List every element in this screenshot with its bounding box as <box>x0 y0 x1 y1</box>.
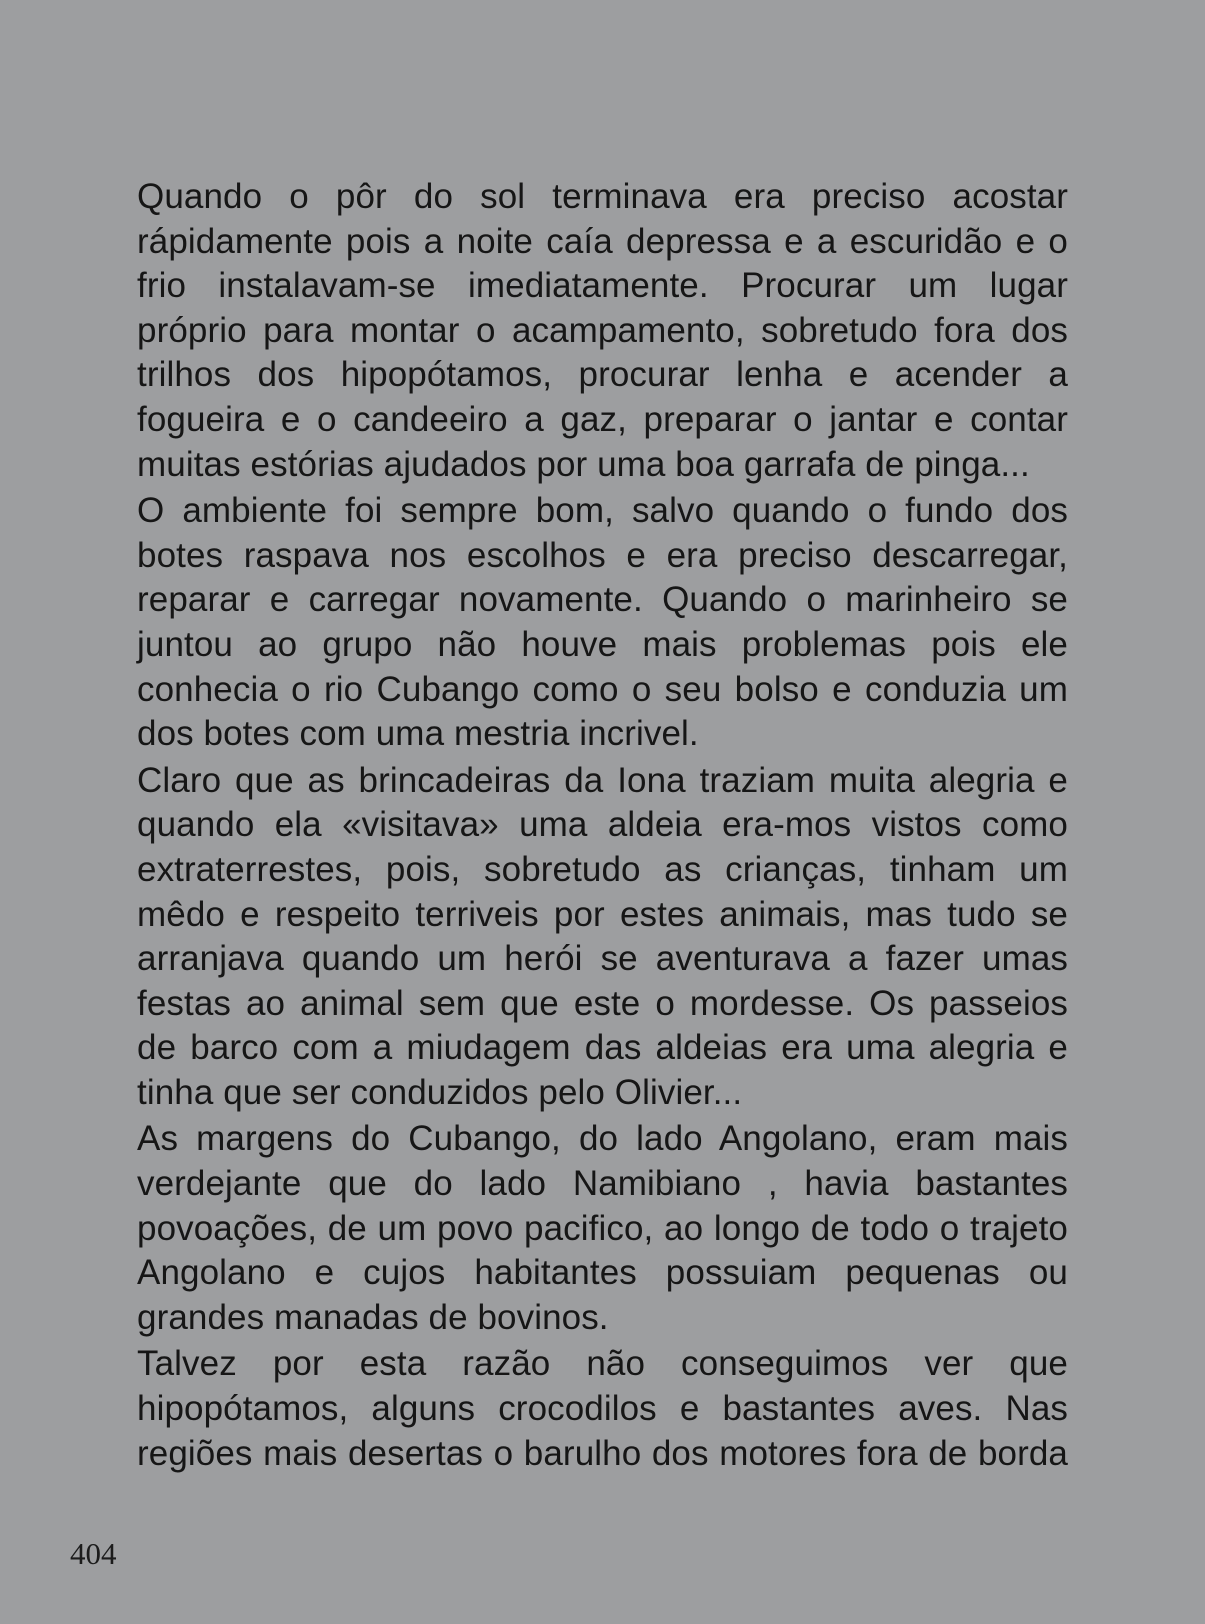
paragraph-1: Quando o pôr do sol terminava era preciso acostar rápidamente pois a noite caía depressa e a escuridão e o frio instalavam-se imediatamente. Procurar um lugar próprio para montar o acampamento, sobretudo fora dos trilhos dos hipopótamos, procurar lenha e acender a fogueira e o candeeiro a gaz, preparar o jantar e contar muitas estórias ajudados por uma boa garrafa de pinga... <box>137 177 1068 484</box>
body-text <box>137 175 1068 1476</box>
paragraph-4: As margens do Cubango, do lado Angolano, eram mais verdejante que do lado Namibiano , havia bastantes povoações, de um povo pacifico, ao longo de todo o trajeto Angolano e cujos habitantes possuiam pequenas ou grandes manadas de bovinos. <box>137 1119 1068 1337</box>
paragraph-3: Claro que as brincadeiras da Iona traziam muita alegria e quando ela «visitava» uma aldeia era-mos vistos como extraterrestes, pois, sobretudo as crianças, tinham um mêdo e respeito terriveis por estes animais, mas tudo se arranjava quando um herói se aventurava a fazer umas festas ao animal sem que este o mordesse. Os passeios de barco com a miudagem das aldeias era uma alegria e tinha que ser conduzidos pelo Olivier... <box>137 760 1068 1112</box>
paragraph-2: O ambiente foi sempre bom, salvo quando o fundo dos botes raspava nos escolhos e era preciso descarregar, reparar e carregar novamente. Quando o marinheiro se juntou ao grupo não houve mais problemas pois ele conhecia o rio Cubango como o seu bolso e conduzia um dos botes com uma mestria incrivel. <box>137 491 1068 754</box>
paragraph-5: Talvez por esta razão não conseguimos ver que hipopótamos, alguns crocodilos e bastantes aves. Nas regiões mais desertas o barulho dos motores fora de borda <box>137 1344 1068 1473</box>
page-number: 404 <box>70 1536 117 1571</box>
